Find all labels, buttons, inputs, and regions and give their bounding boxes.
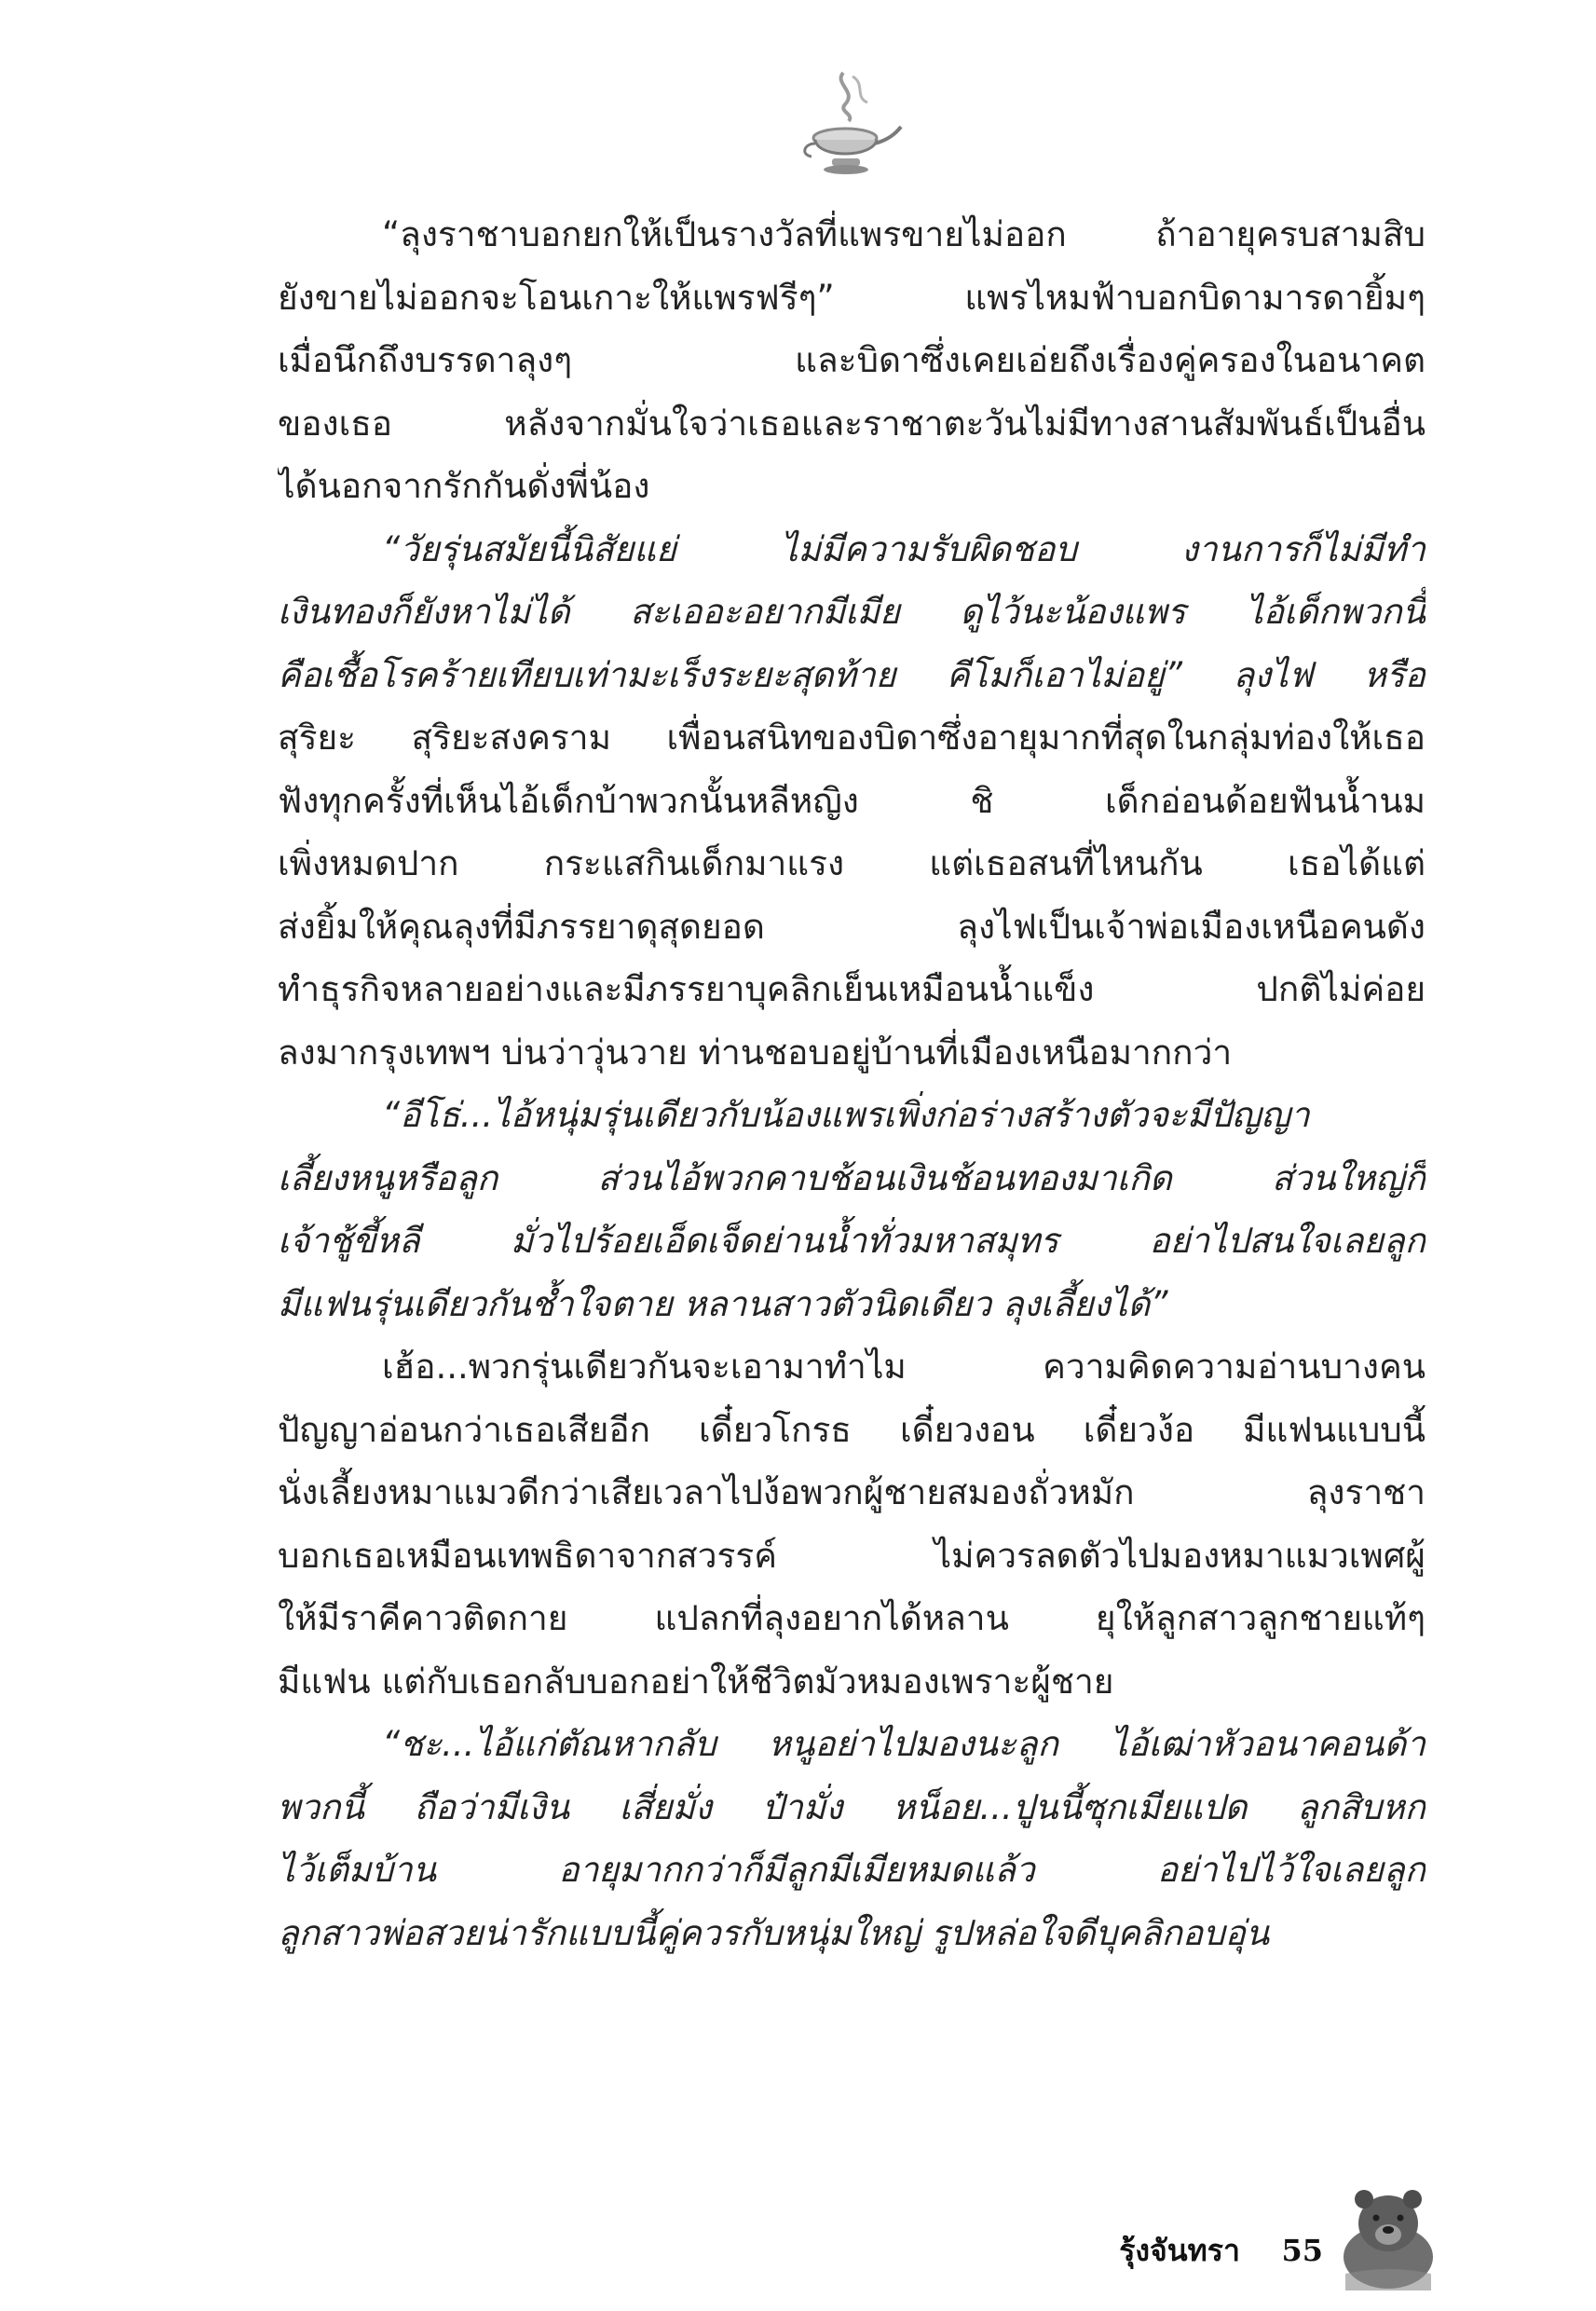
text-line: “ลุงราชาบอกยกให้เป็นรางวัลที่แพรขายไม่ออก ถ้าอายุครบสามสิบ (382, 214, 1425, 254)
text-line: เลี้ยงหนูหรือลูก ส่วนไอ้พวกคาบช้อนเงินช้อนทองมาเกิด ส่วนใหญ่ก็ (278, 1157, 1425, 1198)
text-line: สุริยะ สุริยะสงคราม เพื่อนสนิทของบิดาซึ่งอายุมากที่สุดในกลุ่มท่องให้เธอ (278, 718, 1425, 758)
genie-lamp-icon (787, 65, 908, 186)
text-line: เมื่อนึกถึงบรรดาลุงๆ และบิดาซึ่งเคยเอ่ยถึงเรื่องคู่ครองในอนาคต (278, 340, 1425, 380)
text-line: ส่งยิ้มให้คุณลุงที่มีภรรยาดุสุดยอด ลุงไฟเป็นเจ้าพ่อเมืองเหนือคนดัง (278, 906, 1425, 947)
text-line: เจ้าชู้ขี้หลี มั่วไปร้อยเอ็ดเจ็ดย่านน้ำทั่วมหาสมุทร อย่าไปสนใจเลยลูก (278, 1221, 1425, 1261)
book-title: รุ้งจันทรา (1119, 2233, 1240, 2268)
page-footer (1062, 2181, 1472, 2292)
text-line: ได้นอกจากรักกันดั่งพี่น้อง (278, 466, 650, 506)
text-line: เงินทองก็ยังหาไม่ได้ สะเออะอยากมีเมีย ดูไว้นะน้องแพร ไอ้เด็กพวกนี้ (278, 592, 1425, 632)
bear-icon (1332, 2181, 1444, 2292)
text-line: ให้มีราคีคาวติดกาย แปลกที่ลุงอยากได้หลาน ยุให้ลูกสาวลูกชายแท้ๆ (278, 1598, 1425, 1638)
text-line: เพิ่งหมดปาก กระแสกินเด็กมาแรง แต่เธอสนที่ไหนกัน เธอได้แต่ (278, 843, 1425, 883)
text-line: พวกนี้ ถือว่ามีเงิน เสี่ยมั่ง ป๋ามั่ง หน็อย...ปูนนี้ซุกเมียแปด ลูกสิบหก (278, 1786, 1425, 1827)
text-line: ลงมากรุงเทพฯ บ่นว่าวุ่นวาย ท่านชอบอยู่บ้านที่เมืองเหนือมากกว่า (278, 1032, 1233, 1073)
body-text (278, 203, 1425, 2085)
text-line: มีแฟนรุ่นเดียวกันช้ำใจตาย หลานสาวตัวนิดเดียว ลุงเลี้ยงได้” (278, 1283, 1168, 1324)
text-line: ไว้เต็มบ้าน อายุมากกว่าก็มีลูกมีเมียหมดแล้ว อย่าไปไว้ใจเลยลูก (278, 1850, 1425, 1890)
text-line: คือเชื้อโรคร้ายเทียบเท่ามะเร็งระยะสุดท้าย คีโมก็เอาไม่อยู่” ลุงไฟ หรือ (278, 654, 1425, 695)
text-line: ฟังทุกครั้งที่เห็นไอ้เด็กบ้าพวกนั้นหลีหญิง ชิ เด็กอ่อนด้อยฟันน้ำนม (278, 780, 1425, 821)
text-line: ยังขายไม่ออกจะโอนเกาะให้แพรฟรีๆ” แพรไหมฟ้าบอกบิดามารดายิ้มๆ (278, 277, 1425, 318)
text-line: “วัยรุ่นสมัยนี้นิสัยแย่ ไม่มีความรับผิดชอบ งานการก็ไม่มีทำ (382, 528, 1425, 569)
text-line: ลูกสาวพ่อสวยน่ารักแบบนี้คู่ควรกับหนุ่มใหญ่ รูปหล่อใจดีบุคลิกอบอุ่น (278, 1912, 1270, 1953)
text-line: “อีโธ่...ไอ้หนุ่มรุ่นเดียวกับน้องแพรเพิ่งก่อร่างสร้างตัวจะมีปัญญา (382, 1095, 1310, 1135)
text-line: “ชะ...ไอ้แก่ตัณหากลับ หนูอย่าไปมองนะลูก ไอ้เฒ่าหัวอนาคอนด้า (382, 1724, 1425, 1764)
text-line: ปัญญาอ่อนกว่าเธอเสียอีก เดี๋ยวโกรธ เดี๋ยวงอน เดี๋ยวง้อ มีแฟนแบบนี้ (278, 1409, 1425, 1450)
running-footer (1119, 2227, 1323, 2275)
page-number: 55 (1281, 2233, 1323, 2268)
text-line: บอกเธอเหมือนเทพธิดาจากสวรรค์ ไม่ควรลดตัวไปมองหมาแมวเพศผู้ (278, 1535, 1425, 1576)
text-line: ทำธุรกิจหลายอย่างและมีภรรยาบุคลิกเย็นเหมือนน้ำแข็ง ปกติไม่ค่อย (278, 969, 1425, 1009)
text-line: มีแฟน แต่กับเธอกลับบอกอย่าให้ชีวิตมัวหมองเพราะผู้ชาย (278, 1661, 1114, 1702)
text-line: ของเธอ หลังจากมั่นใจว่าเธอและราชาตะวันไม่มีทางสานสัมพันธ์เป็นอื่น (278, 403, 1425, 444)
text-line: เฮ้อ...พวกรุ่นเดียวกันจะเอามาทำไม ความคิดความอ่านบางคน (382, 1347, 1425, 1387)
text-line: นั่งเลี้ยงหมาแมวดีกว่าเสียเวลาไปง้อพวกผู้ชายสมองถั่วหมัก ลุงราชา (278, 1472, 1425, 1512)
